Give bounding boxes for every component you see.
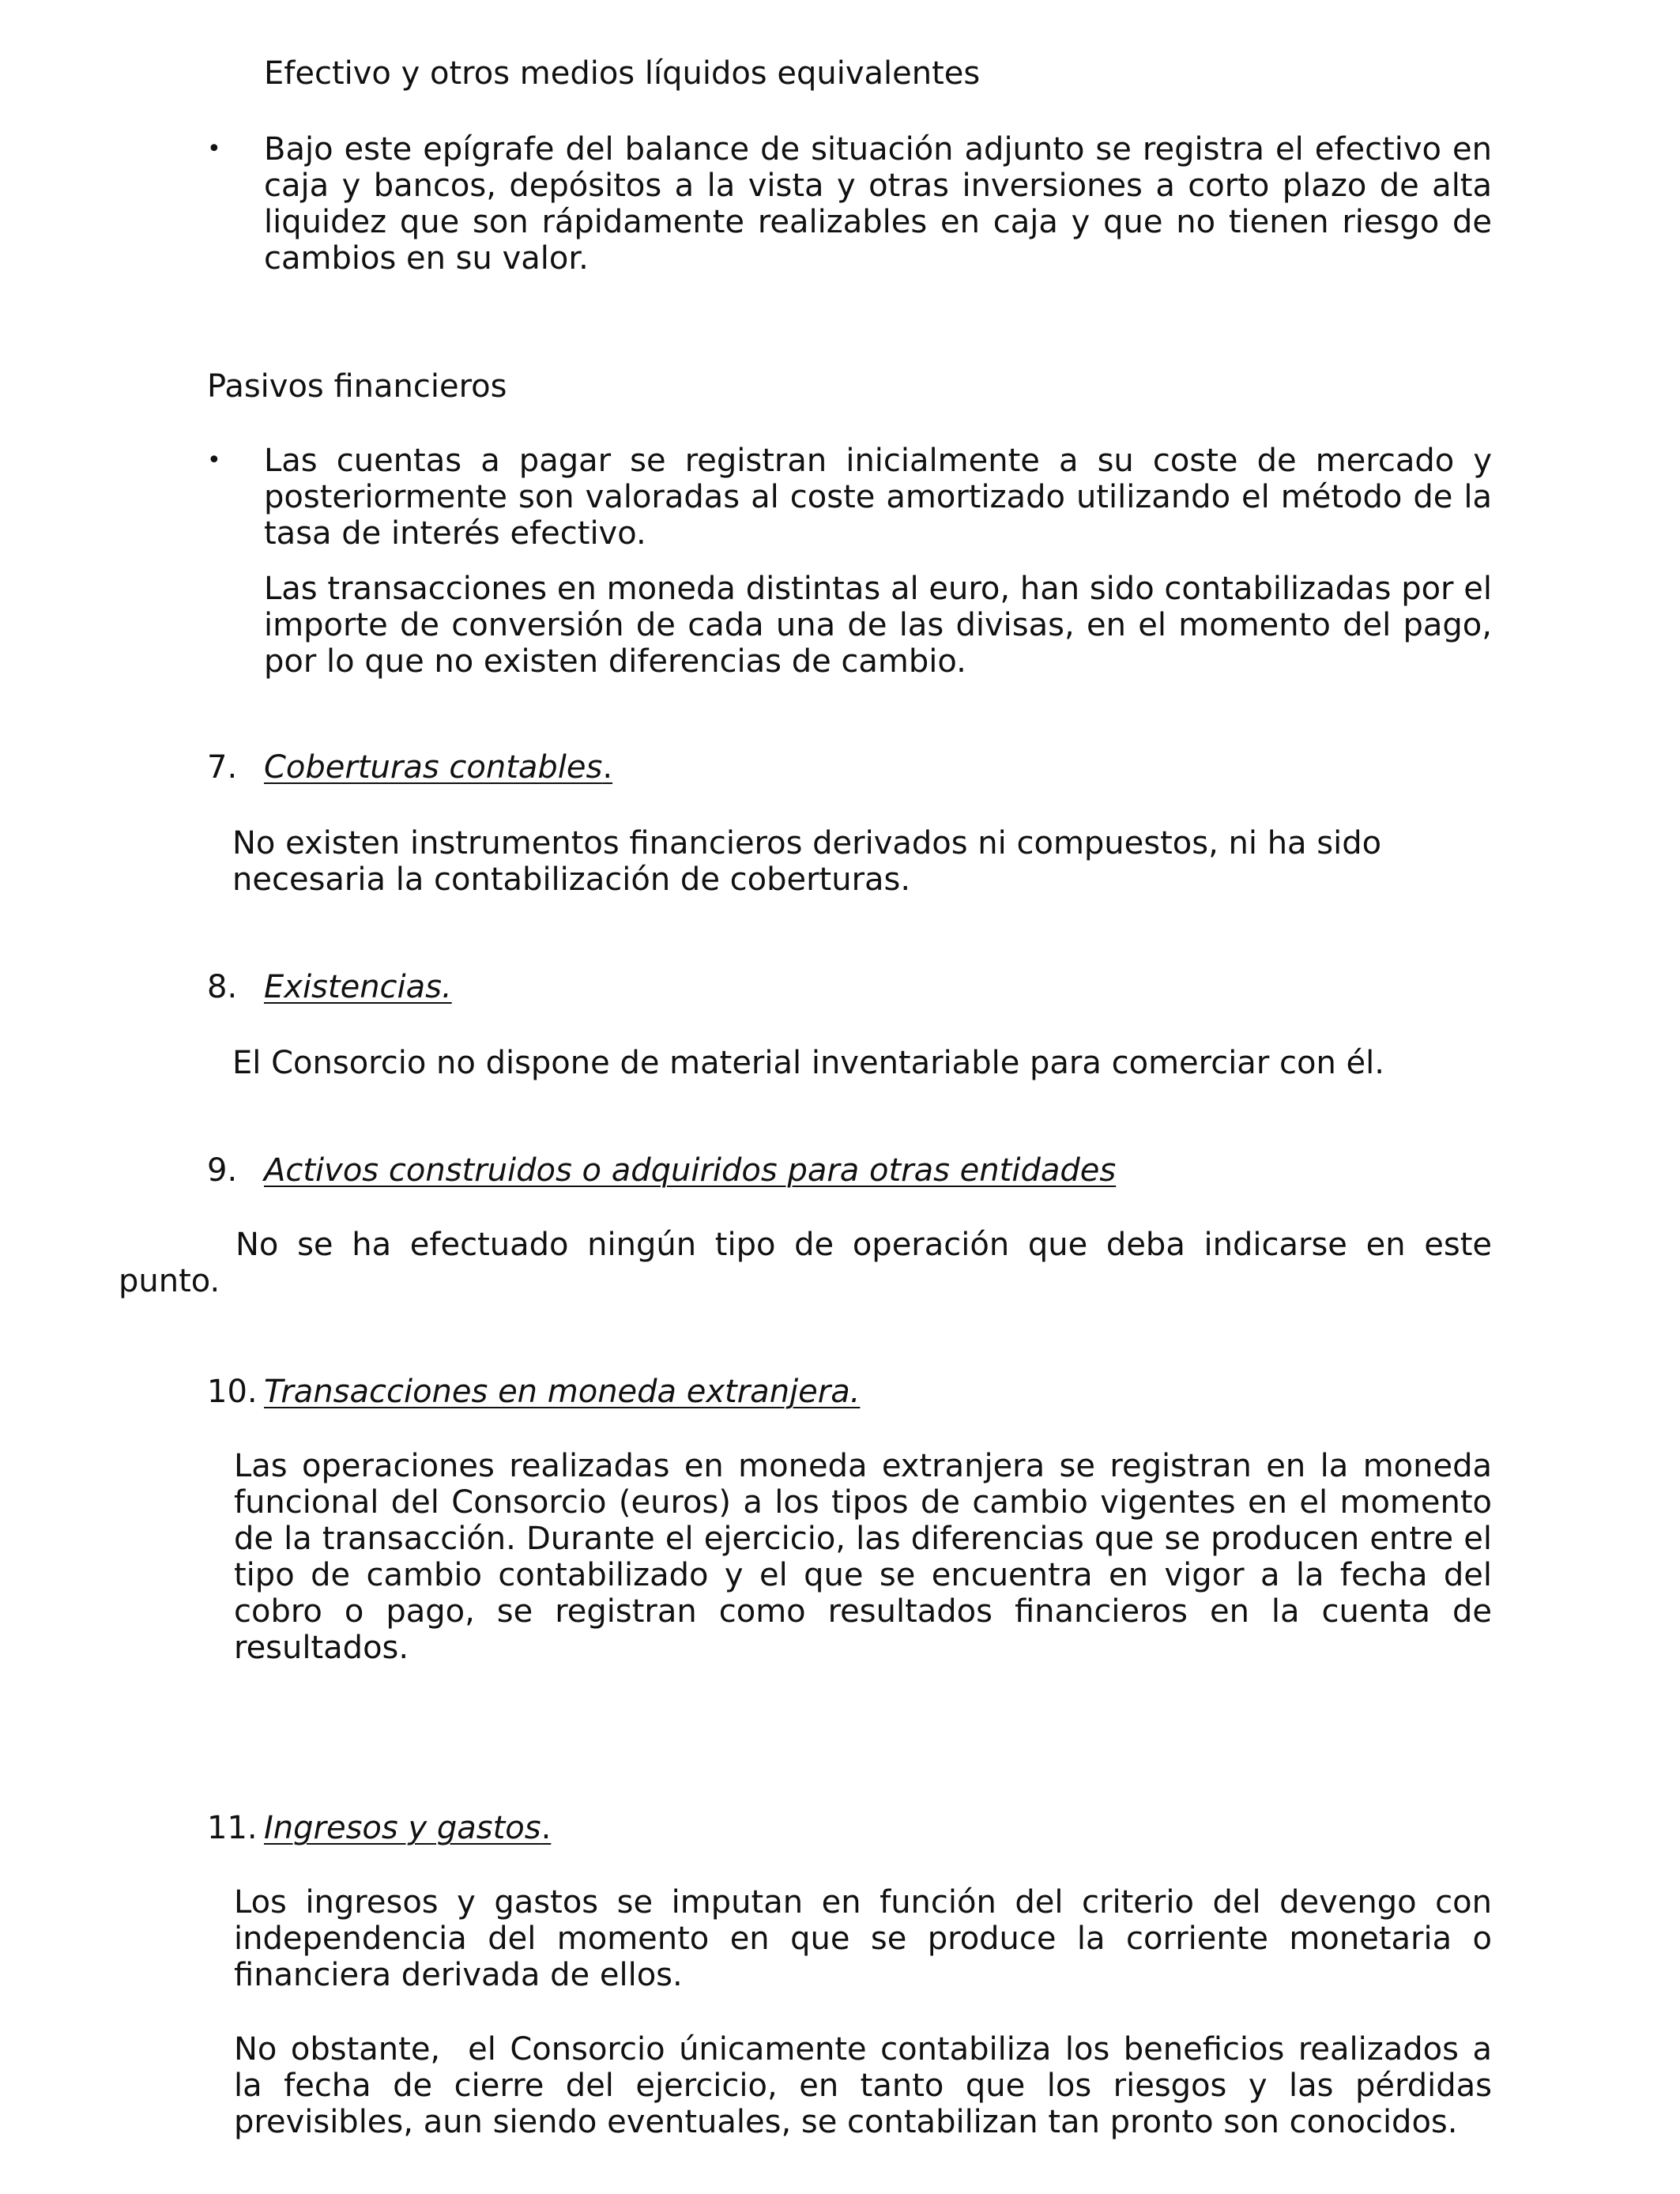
paragraph-existencias: El Consorcio no dispone de material inventariable para comerciar con él.: [232, 1045, 1384, 1081]
paragraph-pasivos-2: Las transacciones en moneda distintas al euro, han sido contabilizadas por el importe de conversión de cada una de las divisas, en el momento del pago, por lo que no existen diferencias de cambio.: [264, 571, 1492, 680]
heading-efectivo: Efectivo y otros medios líquidos equivalentes: [264, 55, 981, 92]
section-title-ingresos-text: Ingresos y gastos: [264, 1810, 541, 1846]
paragraph-pasivos-1: Las cuentas a pagar se registran inicialmente a su coste de mercado y posteriormente son valoradas al coste amortizado utilizando el método de la tasa de interés efectivo.: [264, 443, 1492, 552]
section-title-ingresos-suffix: .: [541, 1810, 552, 1846]
section-title-coberturas: [264, 749, 612, 786]
section-number-9: 9.: [207, 1152, 238, 1189]
section-number-8: 8.: [207, 969, 238, 1005]
paragraph-transacciones: Las operaciones realizadas en moneda extranjera se registran en la moneda funcional del Consorcio (euros) a los tipos de cambio vigentes en el momento de la transacción. Durante el ejercicio, las diferencias que se producen entre el tipo de cambio contabilizado y el que se encuentra en vigor a la fecha del cobro o pago, se registran como resultados financieros en la cuenta de resultados.: [234, 1448, 1492, 1666]
heading-pasivos-financieros: Pasivos financieros: [207, 368, 507, 405]
section-title-coberturas-text: Coberturas contables: [264, 749, 603, 786]
bullet-pasivos: •: [207, 447, 221, 474]
section-title-activos: Activos construidos o adquiridos para otras entidades: [264, 1152, 1117, 1189]
section-title-transacciones: Transacciones en moneda extranjera.: [264, 1374, 861, 1410]
section-number-11: 11.: [207, 1810, 258, 1846]
section-title-ingresos: [264, 1810, 551, 1846]
section-title-coberturas-suffix: .: [602, 749, 613, 786]
paragraph-coberturas: No existen instrumentos financieros derivados ni compuestos, ni ha sido necesaria la contabilización de coberturas.: [232, 825, 1382, 898]
section-title-existencias: Existencias.: [264, 969, 452, 1005]
section-number-10: 10.: [207, 1374, 258, 1410]
section-number-7: 7.: [207, 749, 238, 786]
paragraph-ingresos-1: Los ingresos y gastos se imputan en función del criterio del devengo con independencia del momento en que se produce la corriente monetaria o financiera derivada de ellos.: [234, 1884, 1492, 1993]
paragraph-ingresos-2: No obstante, el Consorcio únicamente contabiliza los beneficios realizados a la fecha de cierre del ejercicio, en tanto que los riesgos y las pérdidas previsibles, aun siendo eventuales, se contabilizan tan pronto son conocidos.: [234, 2031, 1502, 2140]
paragraph-activos: No se ha efectuado ningún tipo de operación que deba indicarse en este punto.: [119, 1227, 1492, 1299]
paragraph-efectivo: Bajo este epígrafe del balance de situación adjunto se registra el efectivo en caja y bancos, depósitos a la vista y otras inversiones a corto plazo de alta liquidez que son rápidamente realizables en caja y que no tienen riesgo de cambios en su valor.: [264, 131, 1492, 277]
bullet-efectivo: •: [207, 135, 221, 163]
